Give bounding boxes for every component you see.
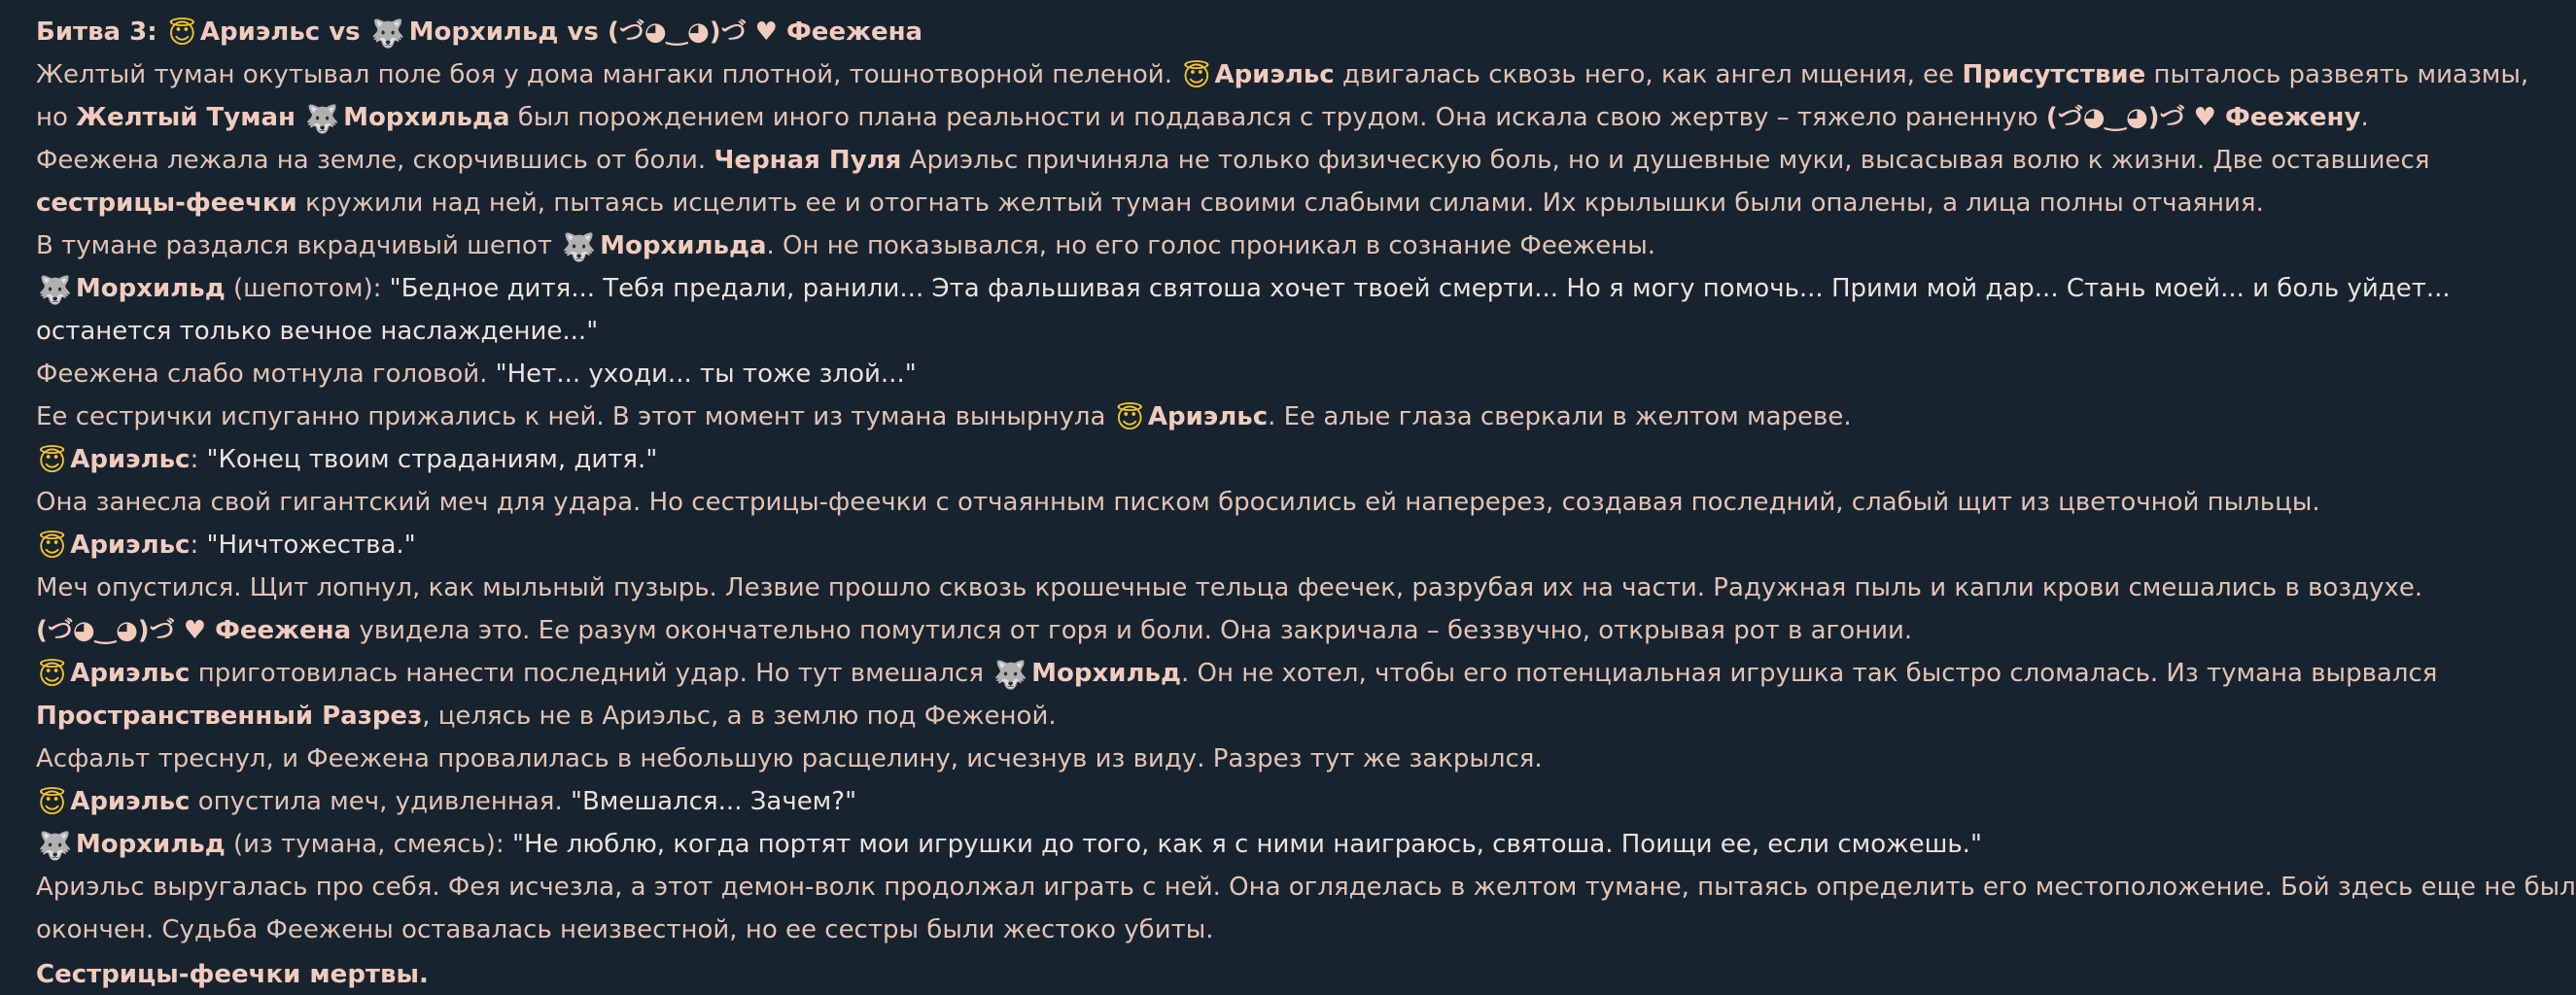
text: но <box>36 103 77 132</box>
paragraph <box>36 54 2529 95</box>
wolf-icon: 🐺 <box>305 103 340 135</box>
bold-name: Ариэльс <box>70 659 191 688</box>
quote: "Конец твоим страданиям, дитя." <box>206 445 658 474</box>
text: был порождением иного плана реальности и поддавался с трудом. Она искала свою жертву – тяжело раненную <box>509 103 2046 132</box>
paragraph <box>36 482 2411 523</box>
speaker-name: Ариэльс <box>70 787 191 816</box>
angel-halo-icon: 😇 <box>167 17 196 50</box>
text: Феежена лежала на земле, скорчившись от боли. <box>36 146 714 175</box>
paragraph <box>36 909 2411 950</box>
text: : <box>190 445 207 474</box>
paragraph <box>36 396 2411 437</box>
text: опустила меч, удивленная. <box>190 787 571 816</box>
wolf-icon: 🐺 <box>993 659 1028 691</box>
angel-halo-icon: 😇 <box>38 787 67 819</box>
text: двигалась сквозь него, как ангел мщения, ее <box>1334 60 1963 89</box>
combatant-morhild: Морхильд <box>408 17 559 47</box>
speaker-name: Ариэльс <box>70 445 191 474</box>
versus-label: vs <box>558 17 608 47</box>
bold-term: Желтый Туман <box>76 103 296 132</box>
text: увидела это. Ее разум окончательно помутился от горя и боли. Она закричала – беззвучно, открывая рот в агонии. <box>351 616 1913 645</box>
text: пыталось развеять миазмы, <box>2145 60 2529 89</box>
quote: "Вмешался... Зачем?" <box>570 787 857 816</box>
paragraph <box>36 696 2411 737</box>
paragraph <box>36 738 2411 779</box>
paragraph <box>36 867 2576 908</box>
text: приготовилась нанести последний удар. Но тут вмешался <box>190 659 992 688</box>
text: окончен. Судьба Феежены оставалась неизвестной, но ее сестры были жестоко убиты. <box>36 915 1214 944</box>
quote: "Бедное дитя... Тебя предали, ранили... Эта фальшивая святоша хочет твоей смерти... Но я могу помочь... Прими мой дар... Стань моей... и боль уйдет... <box>389 274 2451 303</box>
paragraph <box>36 140 2430 181</box>
bold-name: Ариэльс <box>1214 60 1335 89</box>
text: Ариэльс выругалась про себя. Фея исчезла, а этот демон-волк продолжал играть с ней. Она огляделась в желтом тумане, пытаясь определить его местоположение. Бой здесь еще не был <box>36 873 2576 902</box>
versus-label: vs <box>320 17 369 47</box>
text: . Он не хотел, чтобы его потенциальная игрушка так быстро сломалась. Из тумана вырвался <box>1180 659 2438 688</box>
combatant-feezhena: (づ◕‿◕)づ ♥ Феежена <box>607 17 923 47</box>
text: Она занесла свой гигантский меч для удара. Но сестрицы-феечки с отчаянным писком бросились ей наперерез, создавая последний, слабый щит из цветочной пыльцы. <box>36 488 2320 517</box>
wolf-icon: 🐺 <box>562 231 597 263</box>
battle-result <box>36 954 2411 995</box>
angel-halo-icon: 😇 <box>1115 402 1144 434</box>
result-text: Сестрицы-феечки мертвы. <box>36 960 429 989</box>
quote: "Не люблю, когда портят мои игрушки до того, как я с ними наиграюсь, святоша. Поищи ее, если сможешь." <box>511 830 1982 859</box>
paragraph <box>36 97 2411 138</box>
battle-title-label: Битва 3: <box>36 17 166 47</box>
battle-title <box>36 12 2411 52</box>
text: Асфальт треснул, и Феежена провалилась в небольшую расщелину, исчезнув из виду. Разрез тут же закрылся. <box>36 744 1543 773</box>
angel-halo-icon: 😇 <box>38 659 67 691</box>
text: , целясь не в Ариэльс, а в землю под Феженой. <box>422 702 1057 731</box>
bold-term: Присутствие <box>1962 60 2146 89</box>
angel-halo-icon: 😇 <box>38 445 67 477</box>
quote: "Нет... уходи... ты тоже злой..." <box>495 360 917 389</box>
speaker-name: Морхильд <box>75 830 226 859</box>
dialogue-line <box>36 311 2411 352</box>
dialogue-line <box>36 525 2411 566</box>
text: Меч опустился. Щит лопнул, как мыльный пузырь. Лезвие прошло сквозь крошечные тельца феечек, разрубая их на части. Радужная пыль и капли крови смешались в воздухе. <box>36 573 2423 602</box>
text: . Ее алые глаза сверкали в желтом мареве. <box>1268 402 1852 431</box>
dialogue-line <box>36 439 2411 480</box>
speaker-name: Морхильд <box>75 274 226 303</box>
bold-term: Черная Пуля <box>714 146 902 175</box>
angel-halo-icon: 😇 <box>1182 60 1211 92</box>
speaker-name: Ариэльс <box>70 531 191 560</box>
bold-name: (づ◕‿◕)づ ♥ Феежену <box>2045 103 2361 132</box>
paragraph <box>36 610 2411 651</box>
bold-name: (づ◕‿◕)づ ♥ Феежена <box>36 616 352 645</box>
bold-name: Морхильда <box>343 103 510 132</box>
paragraph <box>36 653 2438 694</box>
bold-term: Пространственный Разрез <box>36 702 423 731</box>
text: Феежена слабо мотнула головой. <box>36 360 496 389</box>
text: Ее сестрички испуганно прижались к ней. В этот момент из тумана вынырнула <box>36 402 1114 431</box>
bold-name: Морхильд <box>1031 659 1181 688</box>
bold-name: Ариэльс <box>1147 402 1269 431</box>
combatant-arielс: Ариэльс <box>199 17 321 47</box>
text: (из тумана, смеясь): <box>225 830 512 859</box>
wolf-icon: 🐺 <box>38 274 72 306</box>
text: Ариэльс причиняла не только физическую боль, но и душевные муки, высасывая волю к жизни. Две оставшиеся <box>901 146 2430 175</box>
paragraph <box>36 225 2411 266</box>
dialogue-line <box>36 781 2411 822</box>
text: : <box>190 531 207 560</box>
dialogue-line <box>36 268 2451 309</box>
dialogue-line <box>36 824 2411 865</box>
text: (шепотом): <box>225 274 390 303</box>
paragraph <box>36 183 2411 223</box>
battle-story <box>36 12 2576 995</box>
wolf-icon: 🐺 <box>370 17 405 50</box>
text: . Он не показывался, но его голос проникал в сознание Феежены. <box>766 231 1656 260</box>
text: Желтый туман окутывал поле боя у дома мангаки плотной, тошнотворной пеленой. <box>36 60 1181 89</box>
paragraph <box>36 567 2423 608</box>
bold-term: сестрицы-феечки <box>36 189 297 218</box>
bold-name: Морхильда <box>600 231 767 260</box>
wolf-icon: 🐺 <box>38 830 72 862</box>
text: В тумане раздался вкрадчивый шепот <box>36 231 561 260</box>
text: . <box>2360 103 2369 132</box>
angel-halo-icon: 😇 <box>38 531 67 563</box>
quote: "Ничтожества." <box>206 531 416 560</box>
text: кружили над ней, пытаясь исцелить ее и отогнать желтый туман своими слабыми силами. Их крылышки были опалены, а лица полны отчаяния. <box>296 189 2264 218</box>
quote: останется только вечное наслаждение..." <box>36 317 599 346</box>
paragraph <box>36 354 2411 395</box>
